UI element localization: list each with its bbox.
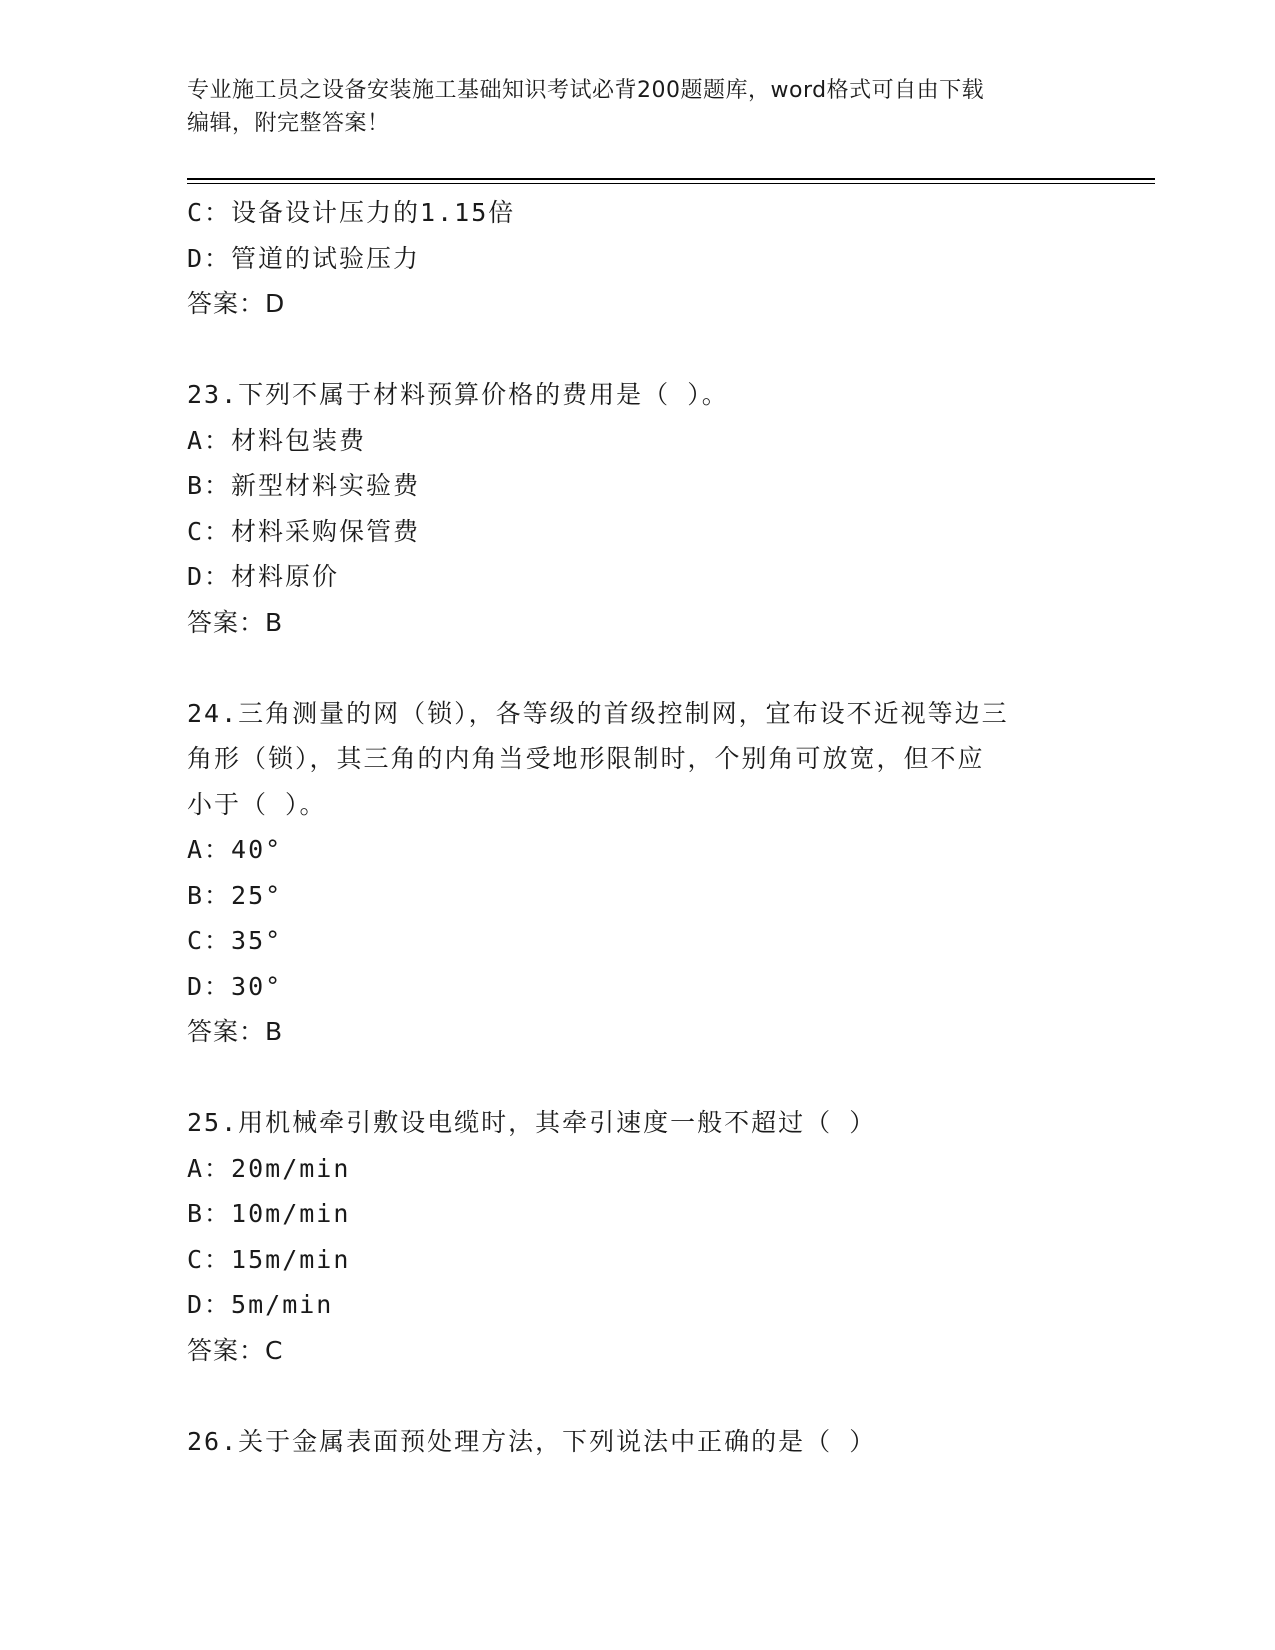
question-text: 23.下列不属于材料预算价格的费用是（ ）。 [187,380,729,409]
option-c: C：15m/min [187,1244,351,1274]
question-text-line-1: 24.三角测量的网（锁），各等级的首级控制网，宜布设不近视等边三 [187,698,1009,728]
question-text-line-3: 小于（ ）。 [187,789,327,819]
question-26 [187,1419,1087,1465]
answer-line: 答案：D [187,289,286,318]
question-22 [187,190,1087,327]
answer-line: 答案：B [187,607,284,637]
question-25 [187,1100,1087,1373]
option-d: D：30° [187,971,283,1001]
option-d: D：材料原价 [187,562,340,591]
option-d: D：5m/min [187,1290,334,1319]
question-list [187,190,1087,1464]
option-b: B：25° [187,880,283,910]
option-c: C：设备设计压力的1.15倍 [187,198,516,227]
option-b: B：新型材料实验费 [187,471,421,500]
option-a: A：20m/min [187,1153,351,1183]
option-d: D：管道的试验压力 [187,243,421,273]
document-header [187,74,1067,140]
option-a: A：40° [187,835,283,864]
option-a: A：材料包装费 [187,425,367,455]
option-c: C：35° [187,926,283,955]
header-title-line-1: 专业施工员之设备安装施工基础知识考试必背200题题库，word格式可自由下载 [187,78,985,103]
question-text: 25.用机械牵引敷设电缆时，其牵引速度一般不超过（ ） [187,1108,877,1137]
answer-line: 答案：C [187,1335,284,1365]
header-title-line-2: 编辑，附完整答案！ [187,111,390,136]
answer-line: 答案：B [187,1017,284,1046]
question-24 [187,691,1087,1055]
option-b: B：10m/min [187,1199,351,1228]
question-text: 26.关于金属表面预处理方法，下列说法中正确的是（ ） [187,1426,877,1456]
header-divider-thin [187,183,1155,184]
question-23 [187,372,1087,645]
header-divider-thick [187,178,1155,180]
option-c: C：材料采购保管费 [187,516,421,546]
question-text-line-2: 角形（锁），其三角的内角当受地形限制时，个别角可放宽，但不应 [187,744,985,773]
